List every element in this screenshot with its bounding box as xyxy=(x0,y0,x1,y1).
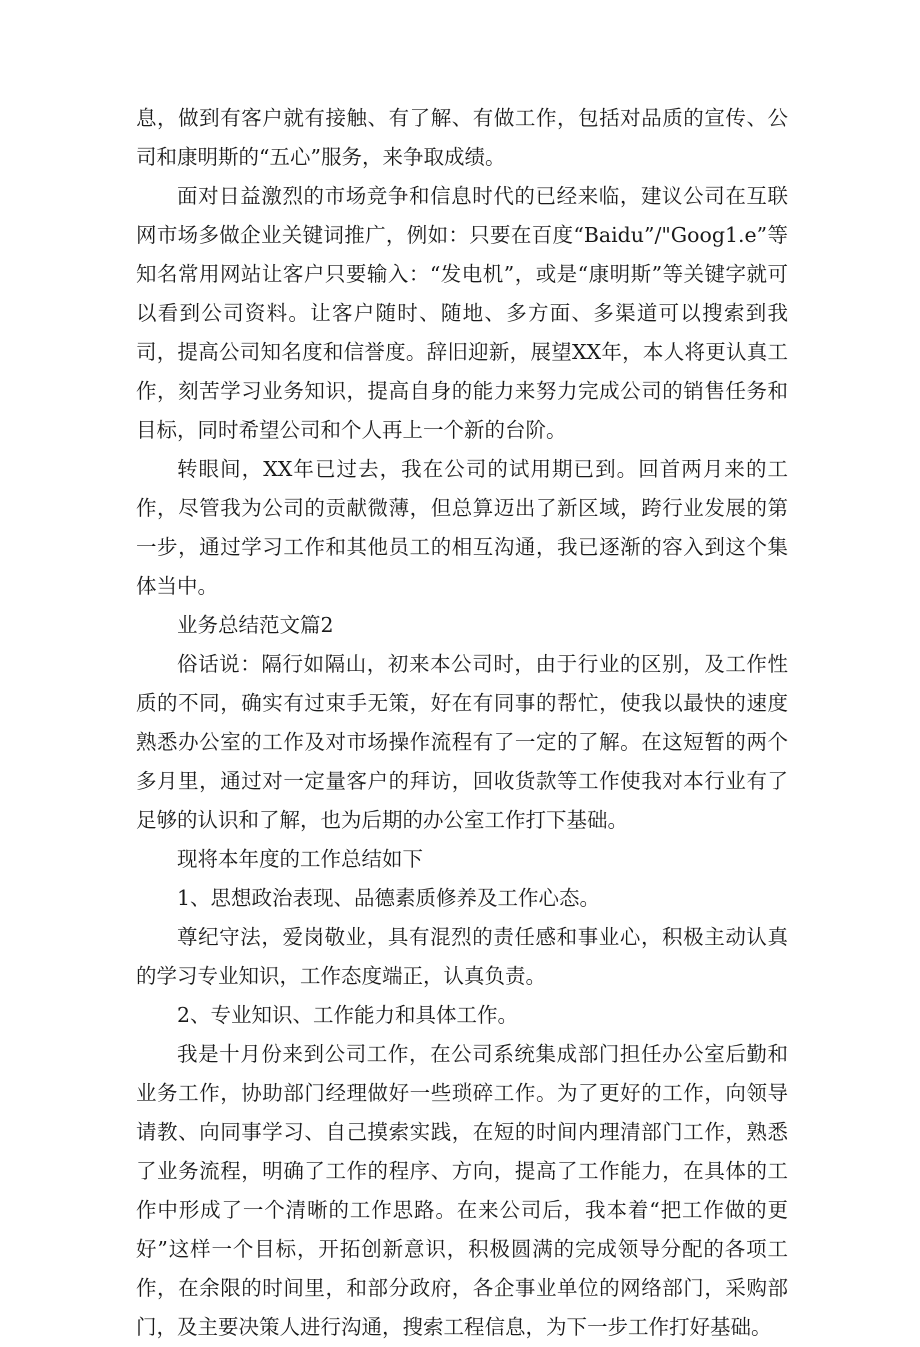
paragraph-probation-review: 转眼间，XX年已过去，我在公司的试用期已到。回首两月来的工作，尽管我为公司的贡献微薄，但总算迈出了新区域，跨行业发展的第一步，通过学习工作和其他员工的相互沟通，我已逐渐的容入到这个集体当中。 xyxy=(136,457,788,598)
paragraph-internet-promotion: 面对日益激烈的市场竞争和信息时代的已经来临，建议公司在互联网市场多做企业关键词推广，例如：只要在百度“Baidu”/"Goog1.e”等知名常用网站让客户只要输入：“发电机”，或是“康明斯”等关键字就可以看到公司资料。让客户随时、随地、多方面、多渠道可以搜索到我司，提高公司知名度和信誉度。辞旧迎新，展望XX年，本人将更认真工作，刻苦学习业务知识，提高自身的能力来努力完成公司的销售任务和目标，同时希望公司和个人再上一个新的台阶。 xyxy=(136,184,788,442)
list-heading-1: 1、思想政治表现、品德素质修养及工作心态。 xyxy=(177,886,601,910)
paragraph-attitude: 尊纪守法，爱岗敬业，具有混烈的责任感和事业心，积极主动认真的学习专业知识，工作态度端正，认真负责。 xyxy=(136,925,788,988)
document-body xyxy=(136,99,788,1347)
section-heading-sample-2: 业务总结范文篇2 xyxy=(177,613,334,637)
list-heading-2: 2、专业知识、工作能力和具体工作。 xyxy=(177,1003,519,1027)
paragraph-proverb-intro: 俗话说：隔行如隔山，初来本公司时，由于行业的区别，及工作性质的不同，确实有过束手无策，好在有同事的帮忙，使我以最快的速度熟悉办公室的工作及对市场操作流程有了一定的了解。在这短暂的两个多月里，通过对一定量客户的拜访，回收货款等工作使我对本行业有了足够的认识和了解，也为后期的办公室工作打下基础。 xyxy=(136,652,788,832)
paragraph-summary-intro: 现将本年度的工作总结如下 xyxy=(177,847,423,871)
paragraph-continuation: 息，做到有客户就有接触、有了解、有做工作，包括对品质的宣传、公司和康明斯的“五心”服务，来争取成绩。 xyxy=(136,106,788,169)
paragraph-work-details: 我是十月份来到公司工作，在公司系统集成部门担任办公室后勤和业务工作，协助部门经理做好一些琐碎工作。为了更好的工作，向领导请教、向同事学习、自己摸索实践，在短的时间内理清部门工作，熟悉了业务流程，明确了工作的程序、方向，提高了工作能力，在具体的工作中形成了一个清晰的工作思路。在来公司后，我本着“把工作做的更好”这样一个目标，开拓创新意识，积极圆满的完成领导分配的各项工作，在余限的时间里，和部分政府，各企事业单位的网络部门，采购部门，及主要决策人进行沟通，搜索工程信息，为下一步工作打好基础。 xyxy=(136,1042,788,1339)
